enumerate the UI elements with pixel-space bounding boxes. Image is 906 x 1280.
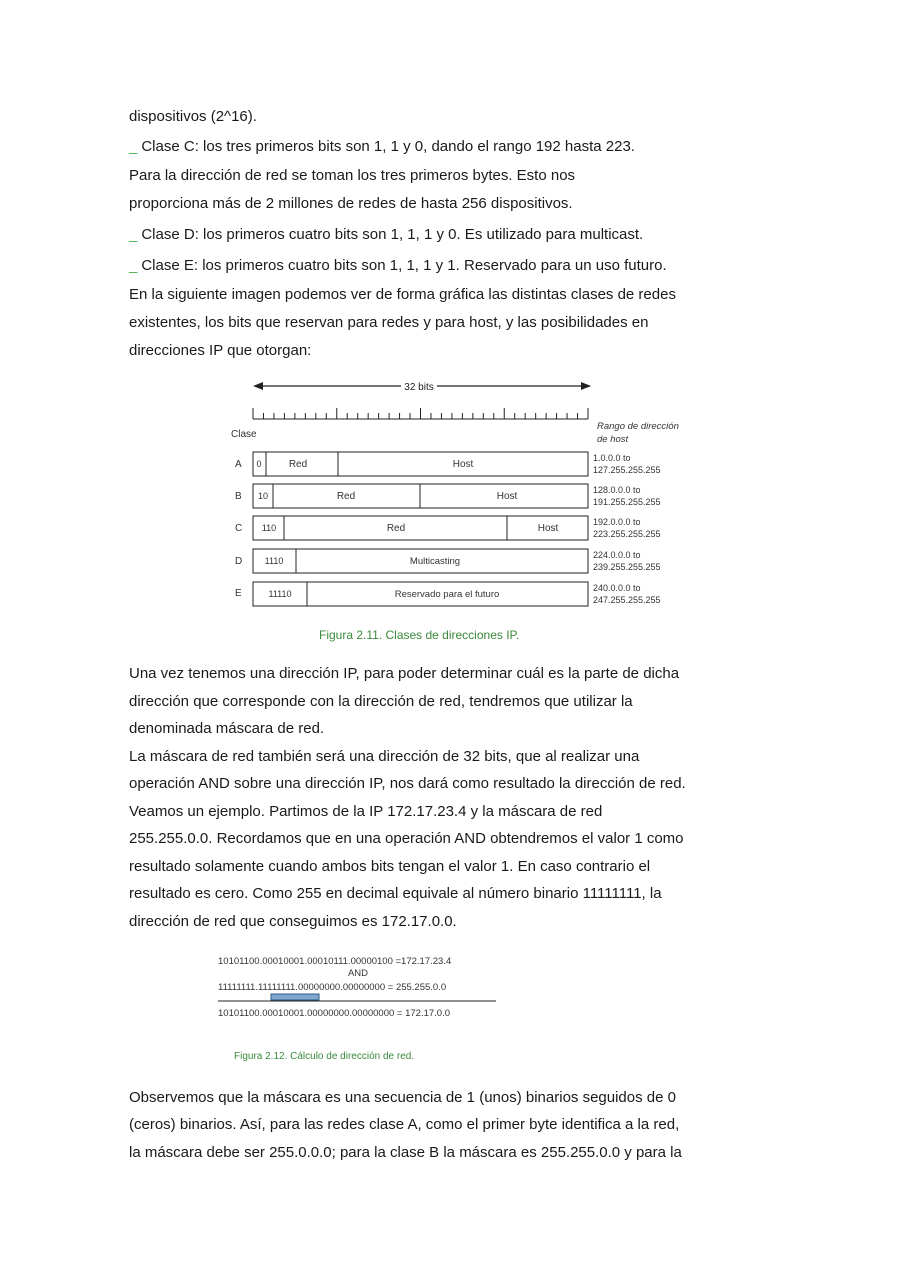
host-label: Host xyxy=(496,491,518,502)
text-line: Observemos que la máscara es una secuencia de 1 (unos) binarios seguidos de 0 xyxy=(129,1089,676,1106)
prefix-bits: 0 xyxy=(256,459,262,469)
text-line: Una vez tenemos una dirección IP, para poder determinar cuál es la parte de dicha xyxy=(129,665,680,682)
class-letter: A xyxy=(235,459,242,470)
net-label: Red xyxy=(288,459,308,470)
ruler-ticks xyxy=(253,408,588,419)
text-line: En la siguiente imagen podemos ver de forma gráfica las distintas clases de redes xyxy=(129,286,676,303)
figure-caption: Figura 2.11. Clases de direcciones IP. xyxy=(319,628,520,642)
text-line: dispositivos (2^16). xyxy=(129,108,257,125)
bullet-mark: _ xyxy=(129,226,138,243)
arrow-left-head xyxy=(253,382,263,390)
range-end: 239.255.255.255 xyxy=(593,562,661,572)
bullet-line: _ Clase E: los primeros cuatro bits son 1, 1, 1 y 1. Reservado para un uso futuro. xyxy=(129,257,667,274)
bullet-line: _ Clase C: los tres primeros bits son 1, 1 y 0, dando el rango 192 hasta 223. xyxy=(129,138,635,155)
result-binary-line: 10101100.00010001.00000000.00000000 = 172.17.0.0 xyxy=(218,1008,451,1019)
range-end: 127.255.255.255 xyxy=(593,465,661,475)
highlight-box xyxy=(271,994,319,1000)
prefix-bits: 110 xyxy=(261,523,277,533)
range-end: 223.255.255.255 xyxy=(593,529,661,539)
net-label: Red xyxy=(336,491,356,502)
prefix-bits: 10 xyxy=(257,491,269,501)
mask-binary-line: 11111111.11111111.00000000.00000000 = 255.255.0.0 xyxy=(218,982,447,993)
text-line: Para la dirección de red se toman los tres primeros bytes. Esto nos xyxy=(129,167,576,184)
text-line: resultado solamente cuando ambos bits tengan el valor 1. En caso contrario el xyxy=(129,858,651,875)
range-start: 1.0.0.0 to xyxy=(593,453,631,463)
text-line: direcciones IP que otorgan: xyxy=(129,342,312,359)
figure-caption: Figura 2.12. Cálculo de dirección de red. xyxy=(234,1051,415,1062)
net-label: Reservado para el futuro xyxy=(394,589,500,600)
host-label: Host xyxy=(452,459,474,470)
ip-binary-line: 10101100.00010001.00010111.00000100 =172.17.23.4 xyxy=(218,956,452,967)
text-line: (ceros) binarios. Así, para las redes clase A, como el primer byte identifica a la red, xyxy=(129,1116,680,1133)
range-start: 240.0.0.0 to xyxy=(593,583,641,593)
bits-label: 32 bits xyxy=(404,382,434,393)
clase-label: Clase xyxy=(231,429,257,440)
range-start: 192.0.0.0 to xyxy=(593,517,641,527)
range-start: 128.0.0.0 to xyxy=(593,485,641,495)
range-header-line1: Rango de dirección xyxy=(597,421,679,432)
range-header-line2: de host xyxy=(597,434,629,445)
prefix-bits: 11110 xyxy=(268,589,292,599)
text-line: existentes, los bits que reservan para redes y para host, y las posibilidades en xyxy=(129,314,649,331)
range-end: 247.255.255.255 xyxy=(593,595,661,605)
net-label: Multicasting xyxy=(409,556,461,567)
text-line: Veamos un ejemplo. Partimos de la IP 172.17.23.4 y la máscara de red xyxy=(129,803,603,820)
text-line: dirección que corresponde con la dirección de red, tendremos que utilizar la xyxy=(129,693,633,710)
class-letter: D xyxy=(235,556,243,567)
and-calculation-figure xyxy=(216,950,506,1030)
range-end: 191.255.255.255 xyxy=(593,497,661,507)
text-line: La máscara de red también será una dirección de 32 bits, que al realizar una xyxy=(129,748,640,765)
net-label: Red xyxy=(386,523,406,534)
arrow-right-head xyxy=(581,382,591,390)
ip-classes-diagram xyxy=(225,375,705,615)
text-line: la máscara debe ser 255.0.0.0; para la clase B la máscara es 255.255.0.0 y para la xyxy=(129,1144,682,1161)
bullet-line: _ Clase D: los primeros cuatro bits son 1, 1, 1 y 0. Es utilizado para multicast. xyxy=(129,226,644,243)
text-line: dirección de red que conseguimos es 172.17.0.0. xyxy=(129,913,457,930)
bullet-mark: _ xyxy=(129,257,138,274)
text-line: 255.255.0.0. Recordamos que en una operación AND obtendremos el valor 1 como xyxy=(129,830,684,847)
text-line: denominada máscara de red. xyxy=(129,720,325,737)
host-label: Host xyxy=(537,523,559,534)
text-line: proporciona más de 2 millones de redes de hasta 256 dispositivos. xyxy=(129,195,573,212)
text-line: resultado es cero. Como 255 en decimal equivale al número binario 11111111, la xyxy=(129,885,662,902)
bullet-mark: _ xyxy=(129,138,138,155)
class-letter: E xyxy=(235,588,242,599)
range-start: 224.0.0.0 to xyxy=(593,550,641,560)
class-letter: C xyxy=(235,523,243,534)
prefix-bits: 1110 xyxy=(264,556,284,566)
class-letter: B xyxy=(235,491,242,502)
and-label: AND xyxy=(347,968,369,979)
text-line: operación AND sobre una dirección IP, nos dará como resultado la dirección de red. xyxy=(129,775,686,792)
